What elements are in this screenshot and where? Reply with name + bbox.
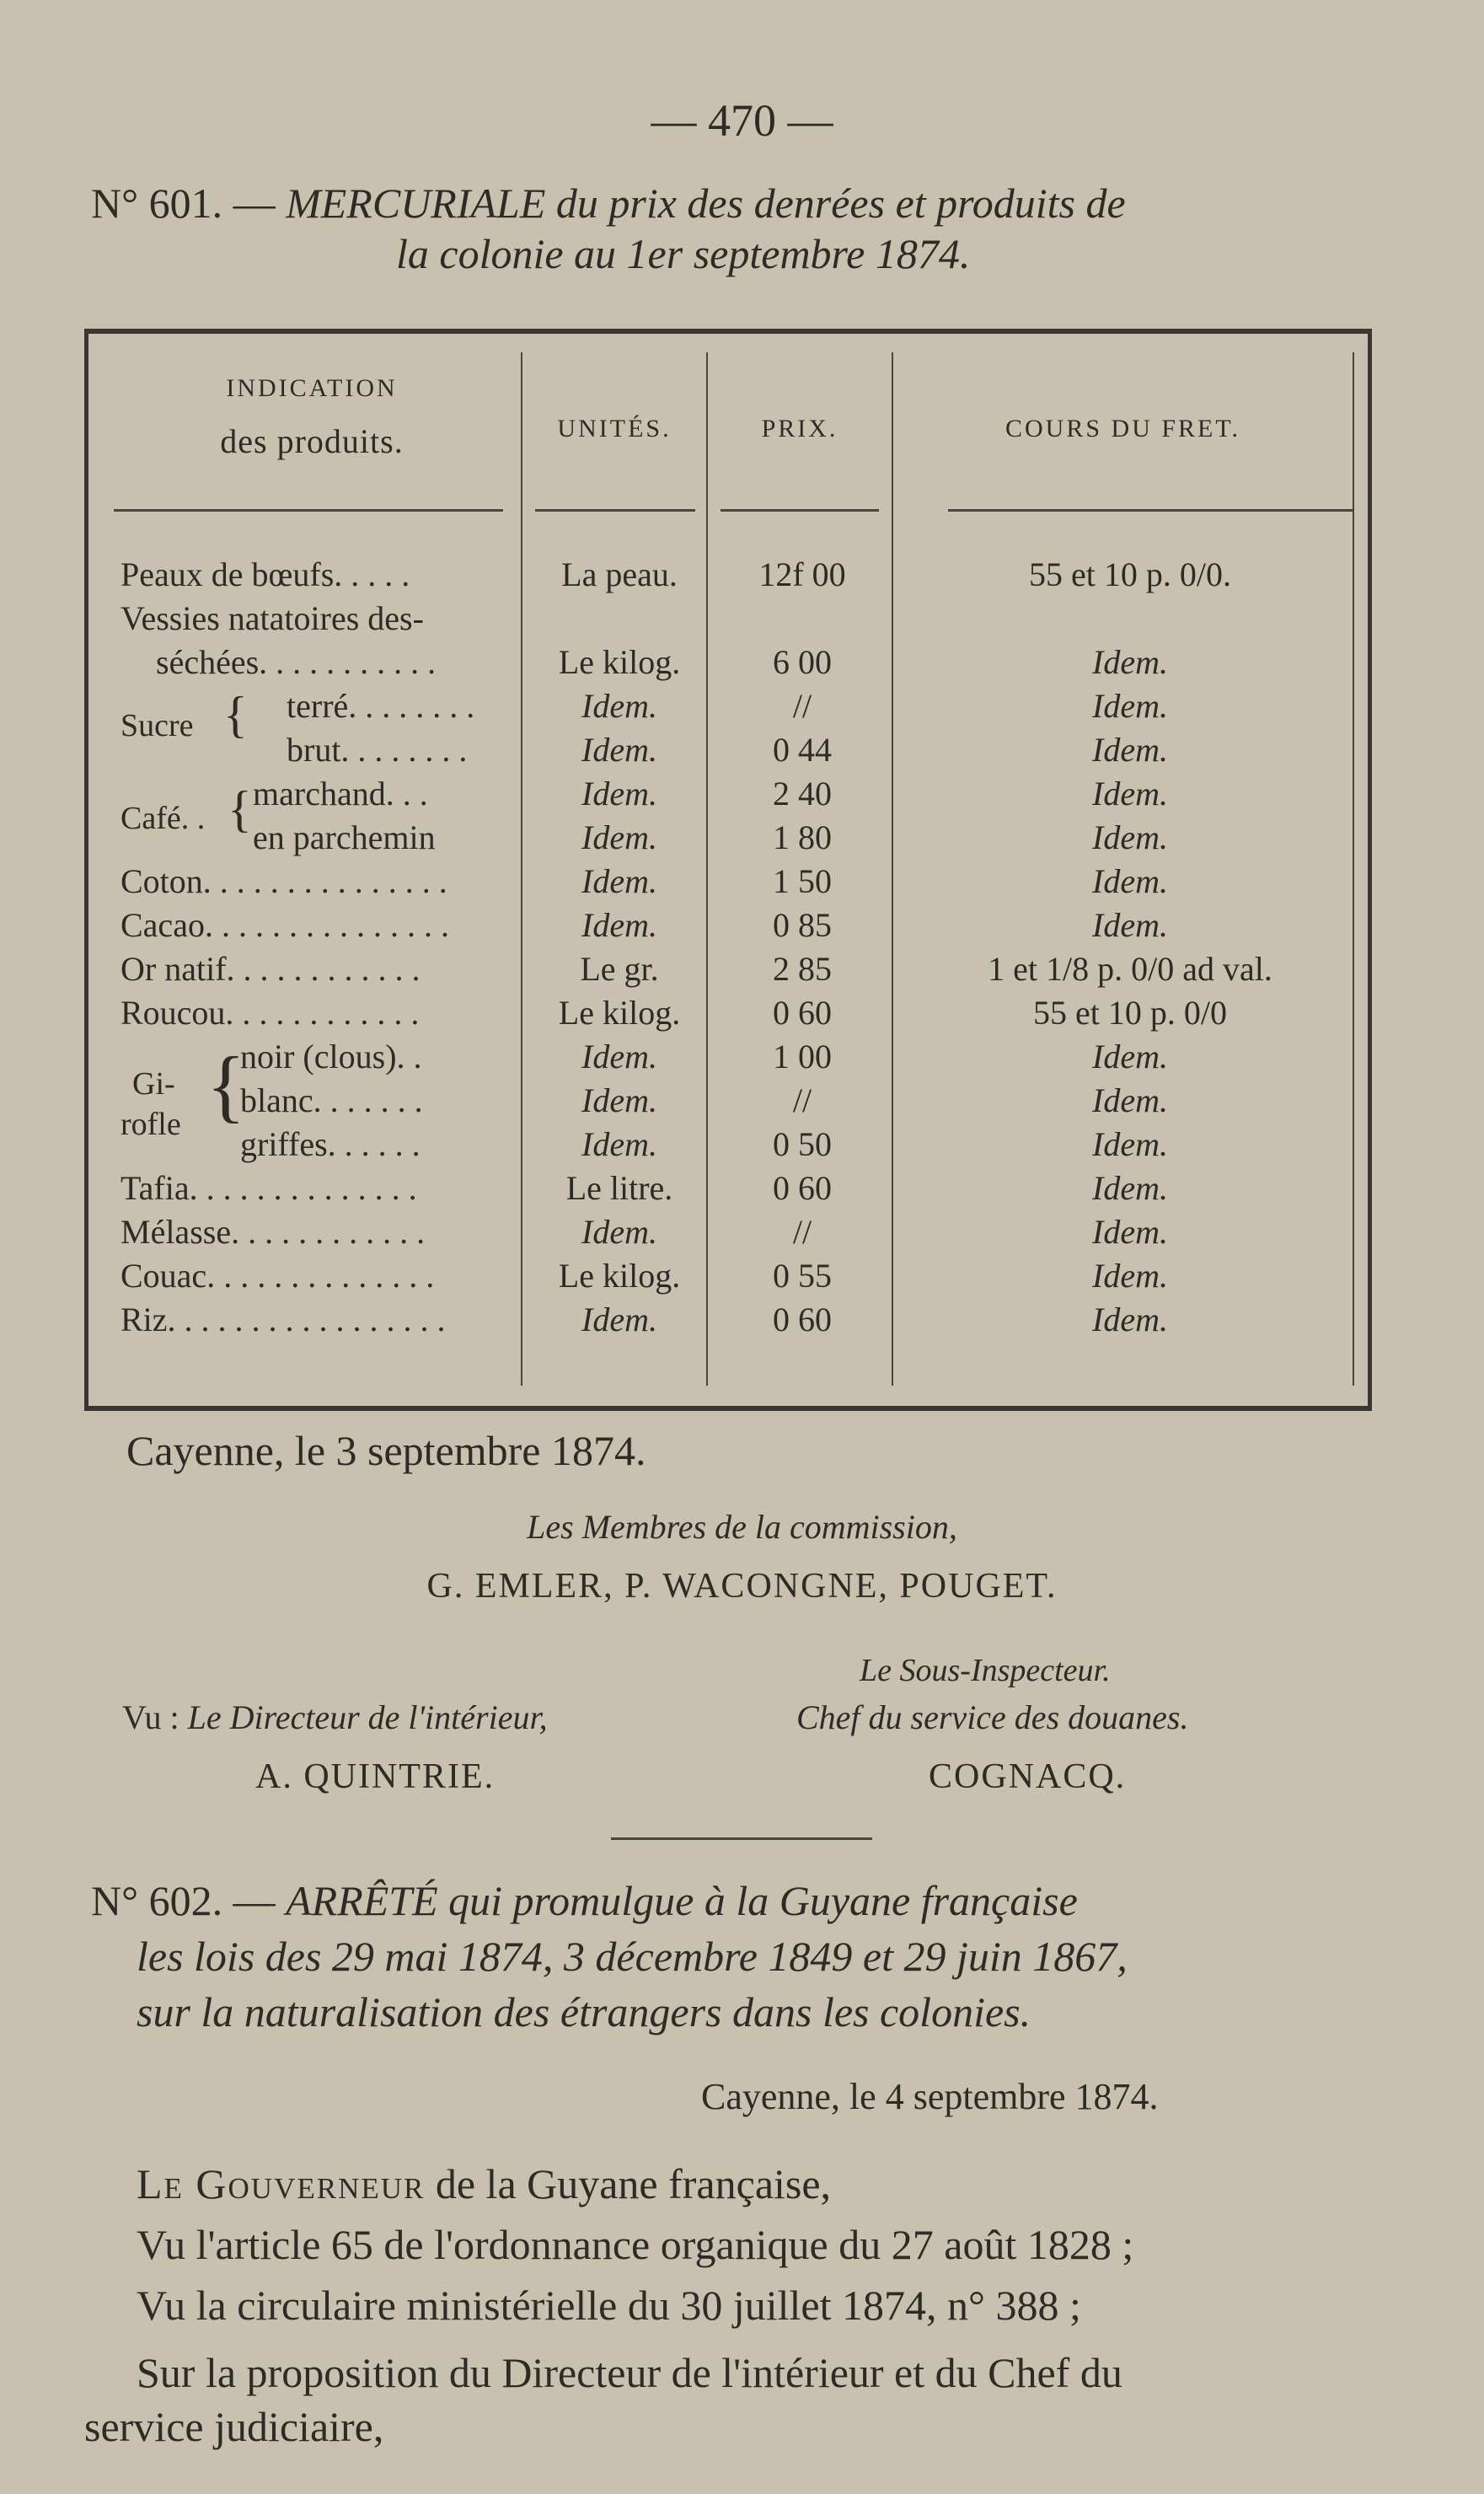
product-cell: en parchemin xyxy=(253,818,436,856)
vu-line xyxy=(122,1698,548,1737)
freight-cell: Idem. xyxy=(1092,1257,1168,1295)
freight-cell: 55 et 10 p. 0/0. xyxy=(1029,555,1231,593)
group-label-girofle-1: Gi- xyxy=(132,1066,175,1102)
price-cell: 0 60 xyxy=(773,1301,832,1338)
product-cell: Couac. . . . . . . . . . . . . . xyxy=(121,1257,435,1295)
product-cell: Vessies natatoires des- xyxy=(121,599,424,637)
unit-cell: Le kilog. xyxy=(558,994,681,1032)
price-cell: 1 50 xyxy=(773,862,832,900)
brace-icon: { xyxy=(206,1040,246,1130)
doc-602-number: N° 602. — xyxy=(91,1877,276,1924)
directeur-name: A. QUINTRIE. xyxy=(255,1757,496,1796)
freight-cell: Idem. xyxy=(1092,1081,1168,1119)
price-cell: 2 40 xyxy=(773,775,832,813)
header-unites: UNITÉS. xyxy=(557,415,672,442)
table-row xyxy=(88,730,1368,772)
place-date-602: Cayenne, le 4 septembre 1874. xyxy=(701,2076,1159,2117)
unit-cell: Idem. xyxy=(581,906,657,944)
unit-cell: Idem. xyxy=(581,775,657,813)
table-row xyxy=(88,686,1368,728)
table-row xyxy=(88,818,1368,860)
group-label-girofle-2: rofle xyxy=(121,1107,181,1142)
unit-cell: Idem. xyxy=(581,687,657,725)
table-row xyxy=(88,1168,1368,1210)
doc-602-title-line3: sur la naturalisation des étrangers dans les colonies. xyxy=(137,1988,1031,2035)
freight-cell: Idem. xyxy=(1092,1125,1168,1163)
product-cell: Roucou. . . . . . . . . . . . xyxy=(121,994,420,1032)
paragraph-proposition: Sur la proposition du Directeur de l'intérieur et du Chef du xyxy=(137,2349,1122,2396)
group-label-sucre: Sucre xyxy=(121,708,194,743)
product-cell: terré. . . . . . . . xyxy=(287,687,475,725)
header-cours-fret: COURS DU FRET. xyxy=(1005,415,1240,442)
header-prix: PRIX. xyxy=(761,415,838,442)
unit-cell: Idem. xyxy=(581,1038,657,1075)
header-indication: INDICATION xyxy=(226,374,398,402)
price-cell: 6 00 xyxy=(773,643,832,681)
product-cell: griffes. . . . . . xyxy=(240,1125,421,1163)
freight-cell: Idem. xyxy=(1092,906,1168,944)
brace-icon: { xyxy=(228,781,252,837)
header-separator xyxy=(721,509,879,512)
price-cell: // xyxy=(792,1081,812,1119)
freight-cell: Idem. xyxy=(1092,1301,1168,1338)
product-cell: Peaux de bœufs. . . . . xyxy=(121,555,410,593)
header-products: des produits. xyxy=(220,422,404,460)
table-row xyxy=(88,774,1368,816)
freight-cell: Idem. xyxy=(1092,775,1168,813)
douanes-title: Chef du service des douanes. xyxy=(796,1698,1189,1736)
unit-cell: Idem. xyxy=(581,1301,657,1338)
product-cell: Cacao. . . . . . . . . . . . . . . xyxy=(121,906,449,944)
table-row xyxy=(88,1124,1368,1167)
price-cell: 0 60 xyxy=(773,1169,832,1207)
header-separator xyxy=(948,509,1353,512)
doc-601-title-line2: la colonie au 1er septembre 1874. xyxy=(396,230,971,277)
table-row xyxy=(88,1212,1368,1254)
table-row xyxy=(88,993,1368,1035)
table-row xyxy=(88,598,1368,641)
commission-members: Les Membres de la commission, xyxy=(527,1508,957,1546)
price-cell: 0 44 xyxy=(773,731,832,769)
freight-cell: Idem. xyxy=(1092,818,1168,856)
price-cell: // xyxy=(792,1213,812,1251)
table-row xyxy=(88,861,1368,904)
table-row xyxy=(88,949,1368,991)
doc-601-heading xyxy=(91,179,1126,228)
paragraph-article: Vu l'article 65 de l'ordonnance organique du 27 août 1828 ; xyxy=(137,2221,1134,2268)
price-cell: // xyxy=(792,687,812,725)
gouverneur-caps: Le Gouverneur xyxy=(137,2160,426,2207)
vu-prefix: Vu : xyxy=(122,1698,179,1736)
price-cell: 2 85 xyxy=(773,950,832,988)
page-number: — 470 — xyxy=(651,95,833,146)
section-divider xyxy=(611,1837,872,1840)
table-row xyxy=(88,1300,1368,1342)
unit-cell: Le kilog. xyxy=(558,1257,681,1295)
header-separator xyxy=(114,509,503,512)
member-names: G. EMLER, P. WACONGNE, POUGET. xyxy=(426,1567,1058,1606)
unit-cell: Idem. xyxy=(581,1081,657,1119)
product-cell: Tafia. . . . . . . . . . . . . . xyxy=(121,1169,417,1207)
doc-602-heading xyxy=(91,1876,1078,1925)
freight-cell: Idem. xyxy=(1092,731,1168,769)
product-cell: blanc. . . . . . . xyxy=(240,1081,423,1119)
freight-cell: Idem. xyxy=(1092,1213,1168,1251)
price-cell: 0 60 xyxy=(773,994,832,1032)
price-cell: 1 80 xyxy=(773,818,832,856)
product-cell: Riz. . . . . . . . . . . . . . . . . xyxy=(121,1301,446,1338)
unit-cell: La peau. xyxy=(561,555,678,593)
unit-cell: Le gr. xyxy=(580,950,659,988)
sous-inspecteur-title: Le Sous-Inspecteur. xyxy=(860,1653,1111,1688)
freight-cell: Idem. xyxy=(1092,687,1168,725)
product-cell: Or natif. . . . . . . . . . . . xyxy=(121,950,421,988)
douanes-name: COGNACQ. xyxy=(929,1757,1127,1796)
unit-cell: Idem. xyxy=(581,818,657,856)
paragraph-circulaire: Vu la circulaire ministérielle du 30 juillet 1874, n° 388 ; xyxy=(137,2282,1081,2329)
product-cell: Mélasse. . . . . . . . . . . . xyxy=(121,1213,426,1251)
price-cell: 0 50 xyxy=(773,1125,832,1163)
table-row xyxy=(88,905,1368,947)
product-cell: marchand. . . xyxy=(253,775,428,813)
paragraph-service: service judiciaire, xyxy=(84,2403,384,2450)
mercuriale-table xyxy=(84,329,1372,1411)
price-cell: 1 00 xyxy=(773,1038,832,1075)
header-separator xyxy=(535,509,695,512)
unit-cell: Idem. xyxy=(581,1125,657,1163)
unit-cell: Idem. xyxy=(581,1213,657,1251)
product-cell: séchées. . . . . . . . . . . xyxy=(156,643,437,681)
directeur-title: Le Directeur de l'intérieur, xyxy=(187,1698,548,1736)
freight-cell: Idem. xyxy=(1092,1169,1168,1207)
price-cell: 0 55 xyxy=(773,1257,832,1295)
product-cell: brut. . . . . . . . xyxy=(287,731,468,769)
table-row xyxy=(88,1037,1368,1079)
unit-cell: Idem. xyxy=(581,731,657,769)
doc-601-title-line1: MERCURIALE du prix des denrées et produits de xyxy=(286,180,1126,227)
table-row xyxy=(88,555,1368,597)
freight-cell: 55 et 10 p. 0/0 xyxy=(1033,994,1227,1032)
table-row xyxy=(88,1081,1368,1123)
freight-cell: Idem. xyxy=(1092,862,1168,900)
product-cell: noir (clous). . xyxy=(240,1038,422,1075)
doc-602-title-line2: les lois des 29 mai 1874, 3 décembre 1849 et 29 juin 1867, xyxy=(137,1933,1128,1980)
table-row xyxy=(88,1256,1368,1298)
freight-cell: 1 et 1/8 p. 0/0 ad val. xyxy=(988,950,1272,988)
doc-601-number: N° 601. — xyxy=(91,180,276,227)
product-cell: Coton. . . . . . . . . . . . . . . xyxy=(121,862,447,900)
freight-cell: Idem. xyxy=(1092,1038,1168,1075)
unit-cell: Le litre. xyxy=(565,1169,673,1207)
gouverneur-rest: de la Guyane française, xyxy=(425,2160,832,2207)
unit-cell: Idem. xyxy=(581,862,657,900)
price-cell: 0 85 xyxy=(773,906,832,944)
unit-cell: Le kilog. xyxy=(558,643,681,681)
freight-cell: Idem. xyxy=(1092,643,1168,681)
paragraph-gouverneur xyxy=(137,2159,831,2208)
price-cell: 12f 00 xyxy=(758,555,846,593)
place-date-601: Cayenne, le 3 septembre 1874. xyxy=(126,1427,646,1474)
table-row xyxy=(88,642,1368,684)
brace-icon: { xyxy=(223,687,248,743)
group-label-cafe: Café. . xyxy=(121,801,206,836)
doc-602-title-line1: ARRÊTÉ qui promulgue à la Guyane française xyxy=(286,1877,1078,1924)
